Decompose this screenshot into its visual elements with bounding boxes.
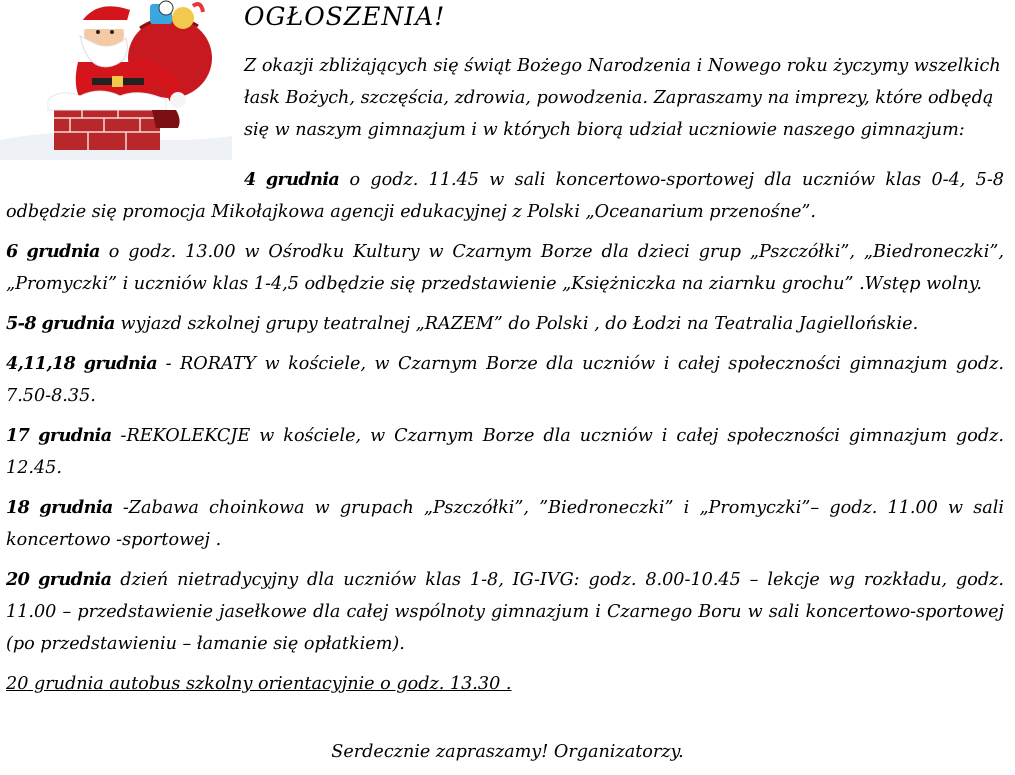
event-list — [6, 164, 1004, 700]
closing-text: Serdecznie zapraszamy! Organizatorzy. — [331, 742, 684, 762]
event-date: 20 grudnia — [6, 569, 112, 590]
event-item — [6, 164, 1004, 228]
event-text: - RORATY w kościele, w Czarnym Borze dla uczniów i całej społeczności gimnazjum godz. 7.50-8.35. — [6, 354, 1005, 406]
intro-text: Z okazji zbliżających się świąt Bożego Narodzenia i Nowego roku życzymy wszelkich łask Bożych, szczęścia, zdrowia, powodzenia. Zapraszamy na imprezy, które odbędą się w naszym gimnazjum i w których biorą udział uczniowie naszego gimnazjum: — [244, 56, 1001, 140]
event-item — [6, 420, 1004, 484]
event-text: -Zabawa choinkowa w grupach „Pszczółki”, ”Biedroneczki” i „Promyczki”– godz. 11.00 w sali koncertowo -sportowej . — [6, 498, 1004, 550]
event-date: 18 grudnia — [6, 497, 113, 518]
event-date: 5-8 grudnia — [6, 313, 115, 334]
event-item — [6, 308, 1004, 340]
event-item — [6, 564, 1004, 660]
santa-claus-chimney-icon — [0, 0, 232, 160]
event-text: -REKOLEKCJE w kościele, w Czarnym Borze dla uczniów i całej społeczności gimnazjum godz. 12.45. — [6, 426, 1004, 478]
event-item — [6, 236, 1004, 300]
event-item — [6, 348, 1004, 412]
event-text: dzień nietradycyjny dla uczniów klas 1-8, IG-IVG: godz. 8.00-10.45 – lekcje wg rozkładu, godz. 11.00 – przedstawienie jasełkowe dla całej wspólnoty gimnazjum i Czarnego Boru w sali koncertowo-sportowej (po przedstawieniu – łamanie się opłatkiem). — [6, 570, 1004, 654]
event-text: o godz. 13.00 w Ośrodku Kultury w Czarnym Borze dla dzieci grup „Pszczółki”, „Biedroneczki”, „Promyczki” i uczniów klas 1-4,5 odbędzie się przedstawienie „Księżniczka na ziarnku grochu” .Wstęp wolny. — [6, 242, 1004, 294]
page-title: OGŁOSZENIA! — [244, 2, 446, 31]
event-date: 6 grudnia — [6, 241, 100, 262]
event-text: o godz. 11.45 w sali koncertowo-sportowej dla uczniów klas 0-4, 5-8 odbędzie się promocja Mikołajkowa agencji edukacyjnej z Polski „Oceanarium przenośne”. — [6, 170, 1004, 222]
event-date: 17 grudnia — [6, 425, 112, 446]
bus-note: 20 grudnia autobus szkolny orientacyjnie o godz. 13.30 . — [6, 674, 512, 694]
event-item — [6, 492, 1004, 556]
event-text: wyjazd szkolnej grupy teatralnej „RAZEM” do Polski , do Łodzi na Teatralia Jagiellońskie. — [114, 314, 919, 334]
event-date: 4 grudnia — [244, 169, 340, 190]
event-date: 4,11,18 grudnia — [6, 353, 158, 374]
